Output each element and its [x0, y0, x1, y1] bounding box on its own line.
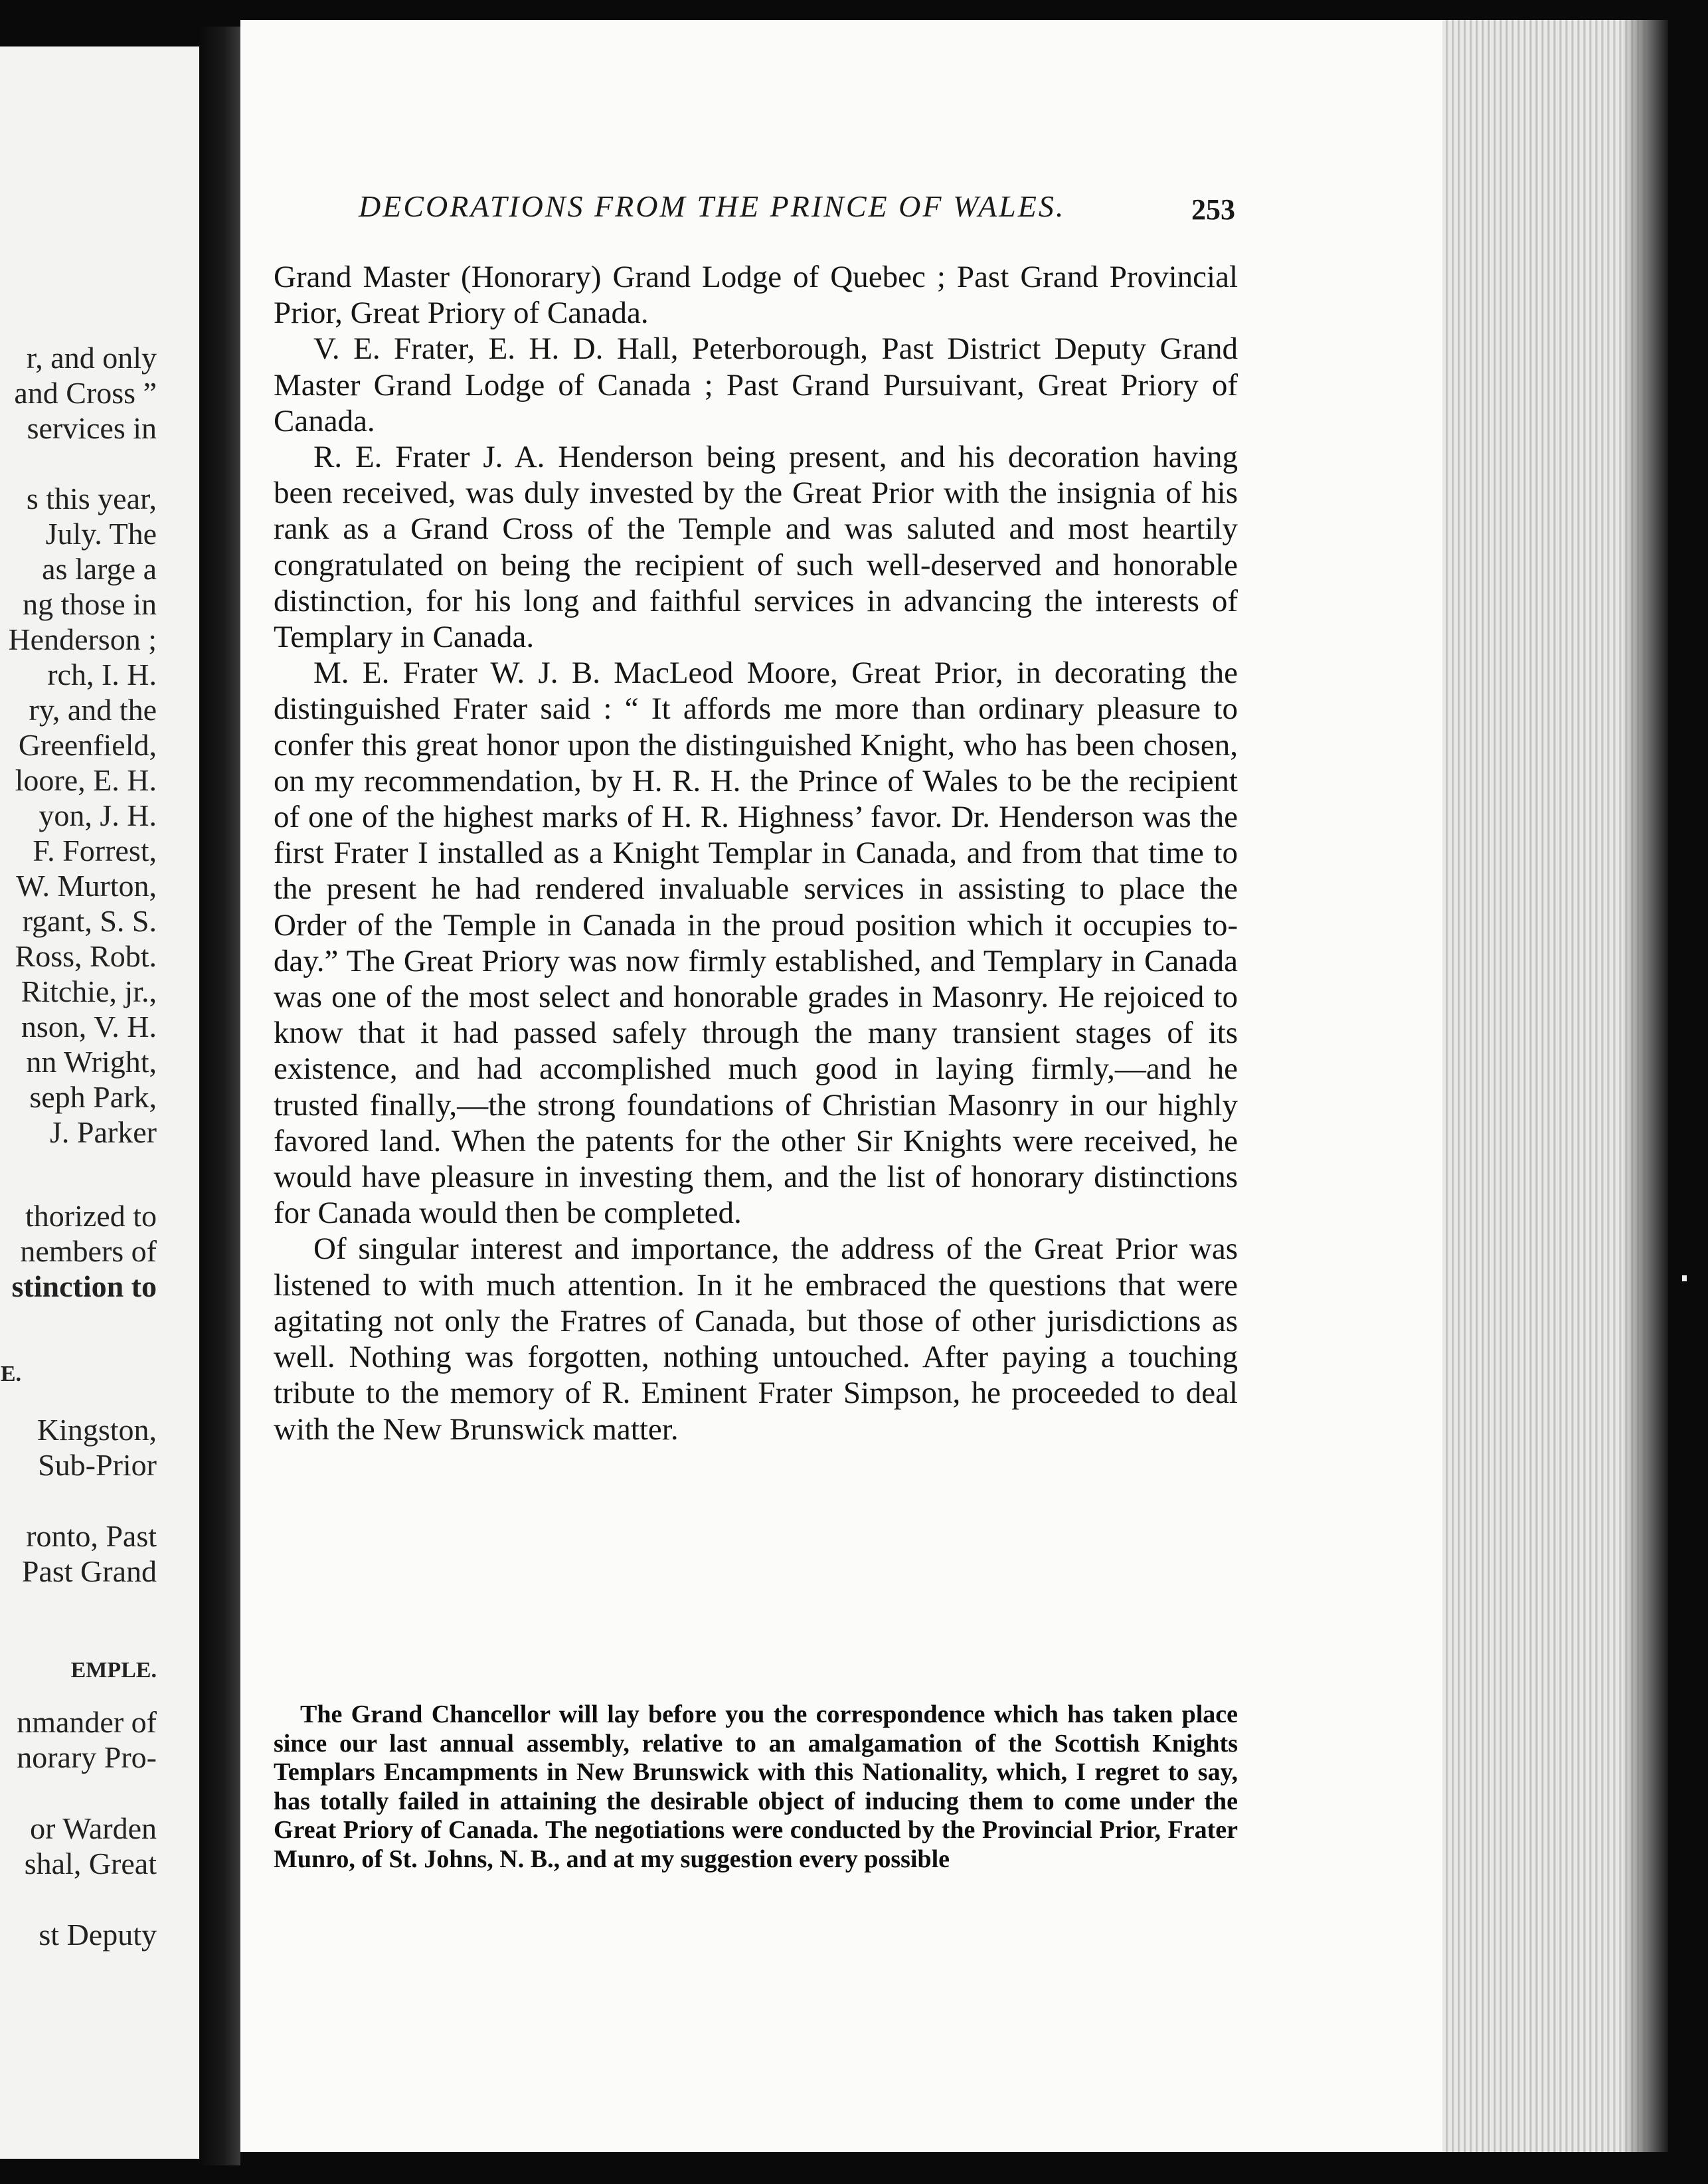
left-fragment: rch, I. H.	[47, 658, 157, 691]
left-fragment: nn Wright,	[26, 1045, 157, 1079]
left-fragment: s this year,	[26, 482, 157, 515]
left-fragment: nson, V. H.	[21, 1010, 157, 1044]
page-edges	[1442, 20, 1668, 2152]
book-gutter	[199, 27, 240, 2165]
left-fragment: W. Murton,	[16, 869, 157, 903]
left-fragment: norary Pro-	[17, 1740, 157, 1774]
quoted-address-extract	[274, 1700, 1238, 1874]
left-fragment: seph Park,	[29, 1080, 157, 1114]
left-fragment: EMPLE.	[70, 1658, 157, 1683]
left-fragment: ronto, Past	[26, 1519, 157, 1553]
left-fragment: Ritchie, jr.,	[21, 974, 157, 1008]
left-fragment: Kingston,	[37, 1413, 157, 1447]
paragraph: Of singular interest and importance, the address of the Great Prior was listened to with much attention. In it he embraced the questions that were agitating not only the Fratres of Canada, but those of other jurisdictions as well. Nothing was forgotten, nothing untouched. After paying a touching tribute to the memory of R. Eminent Frater Simpson, he proceeded to deal with the New Brunswick matter.	[274, 1231, 1238, 1447]
extract-paragraph: The Grand Chancellor will lay before you the correspondence which has taken place since our last annual assembly, relative to an amalgamation of the Scottish Knights Templars Encampments in New Brunswick with this Nationality, which, I regret to say, has totally failed in attaining the desirable object of inducing them to come under the Great Priory of Canada. The negotiations were conducted by the Provincial Prior, Frater Munro, of St. Johns, N. B., and at my suggestion every possible	[274, 1700, 1238, 1873]
left-fragment: rgant, S. S.	[22, 904, 157, 938]
left-fragment: nembers of	[20, 1234, 157, 1268]
left-fragment: F. Forrest,	[33, 834, 157, 867]
left-fragment: E.	[0, 1362, 21, 1386]
body-text	[274, 259, 1238, 1447]
left-fragment: yon, J. H.	[39, 798, 157, 832]
paragraph: V. E. Frater, E. H. D. Hall, Peterborough, Past District Deputy Grand Master Grand Lodge of Canada ; Past Grand Pursuivant, Great Priory of Canada.	[274, 331, 1238, 438]
running-head: DECORATIONS FROM THE PRINCE OF WALES.	[359, 189, 1066, 223]
left-fragment: J. Parker	[50, 1115, 157, 1149]
left-fragment: st Deputy	[39, 1918, 157, 1952]
page-number: 253	[1191, 193, 1235, 226]
left-fragment: as large a	[42, 552, 157, 586]
left-page-edge	[0, 46, 199, 2159]
left-page-text-fragments	[0, 46, 199, 2159]
left-fragment: Ross, Robt.	[15, 939, 157, 973]
left-fragment: Sub-Prior	[38, 1448, 157, 1482]
paragraph: R. E. Frater J. A. Henderson being present, and his decoration having been received, was duly invested by the Great Prior with the insignia of his rank as a Grand Cross of the Temple and was saluted and most heartily congratulated on being the recipient of such well-deserved and honorable distinction, for his long and faithful services in advancing the interests of Templary in Canada.	[274, 440, 1238, 655]
left-fragment: r, and only	[26, 341, 157, 375]
left-fragment: ng those in	[23, 587, 157, 621]
left-fragment: Past Grand	[21, 1554, 157, 1588]
paragraph: M. E. Frater W. J. B. MacLeod Moore, Great Prior, in decorating the distinguished Frater said : “ It affords me more than ordinary pleasure to confer this great honor upon the distinguished Knight, who has been chosen, on my recommendation, by H. R. H. the Prince of Wales to be the recipient of one of the highest marks of H. R. Highness’ favor. Dr. Henderson was the first Frater I installed as a Knight Templar in Canada, and from that time to the present he had rendered invaluable services in assisting to place the Order of the Temple in Canada in the proud position which it occupies to-day.” The Great Priory was now firmly established, and Templary in Canada was one of the most select and honorable grades in Masonry. He rejoiced to know that it had passed safely through the many transient stages of its existence, and had accomplished much good in laying firmly,—and he trusted finally,—the strong foundations of Christian Masonry in our highly favored land. When the patents for the other Sir Knights were received, he would have pleasure in investing them, and the list of honorary distinctions for Canada would then be completed.	[274, 656, 1238, 1231]
left-fragment: or Warden	[30, 1811, 157, 1845]
left-fragment: Henderson ;	[8, 622, 157, 656]
left-fragment: thorized to	[25, 1199, 157, 1233]
left-fragment: stinction to	[11, 1269, 157, 1303]
left-fragment: loore, E. H.	[15, 763, 157, 797]
left-fragment: ry, and the	[29, 693, 157, 727]
scan-mark	[1682, 1275, 1687, 1281]
left-fragment: July. The	[45, 517, 157, 551]
left-fragment: services in	[27, 411, 157, 445]
left-fragment: and Cross ”	[14, 376, 157, 410]
paragraph: Grand Master (Honorary) Grand Lodge of Quebec ; Past Grand Provincial Prior, Great Priory of Canada.	[274, 260, 1238, 331]
left-fragment: Greenfield,	[18, 728, 157, 762]
left-fragment: nmander of	[17, 1705, 157, 1739]
left-fragment: shal, Great	[24, 1847, 157, 1880]
